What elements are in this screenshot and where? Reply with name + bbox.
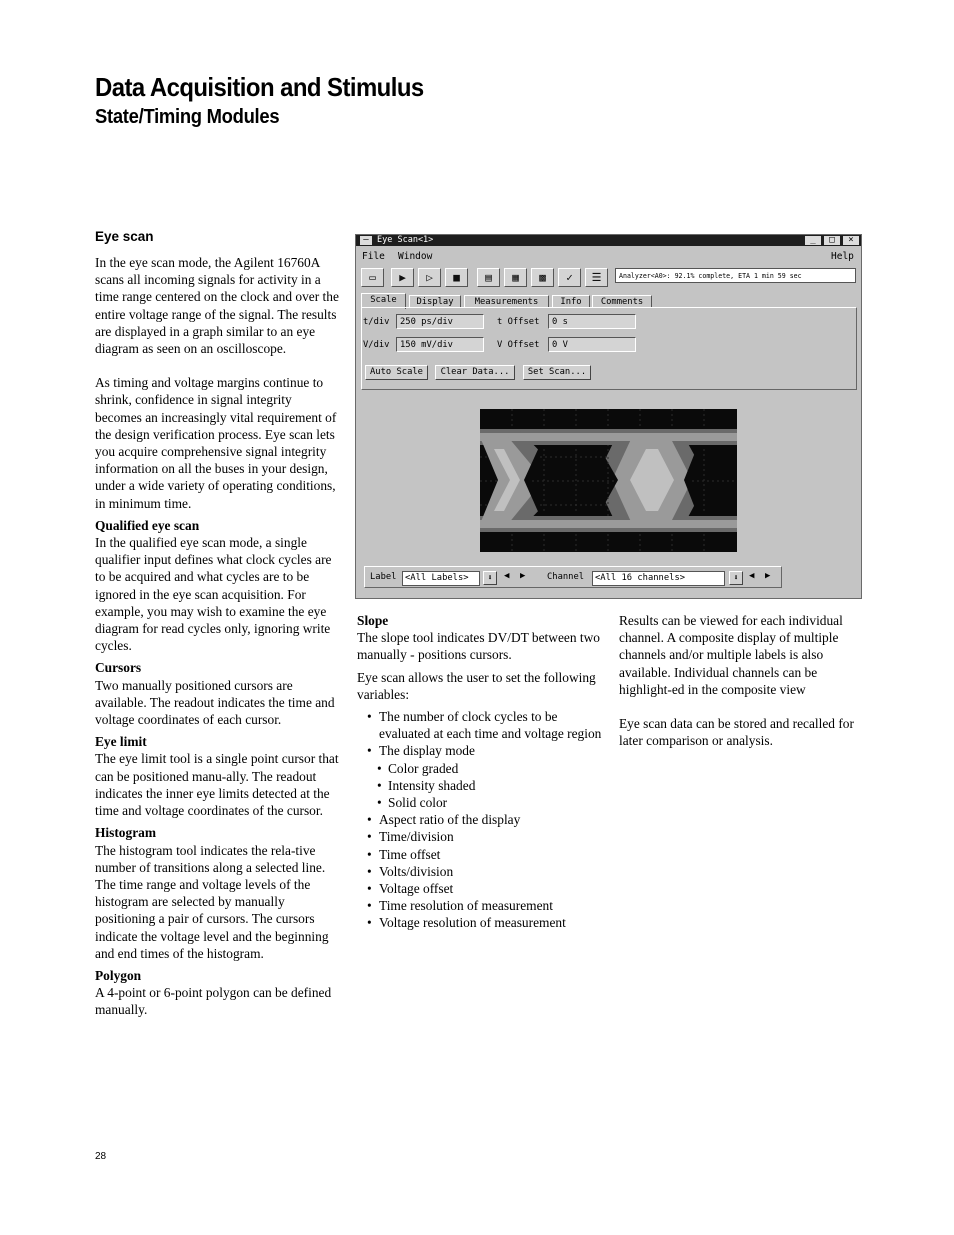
list-item: • Time resolution of measurement — [367, 898, 553, 914]
vdiv-label: V/div — [363, 340, 390, 350]
right-column — [619, 612, 864, 749]
bullet-glyph: • — [367, 898, 372, 914]
intro-paragraph-2: As timing and voltage margins continue to shrink, confidence in signal integrity becomes an increasingly vital requirement of the design verification process. Eye scan lets you acquire comprehensive signal integrity information on all the buses in your design, under a wide variety of operating conditions, in minimum time. — [95, 375, 337, 511]
eye-limit-text: The eye limit tool is a single point cursor that can be positioned manu-ally. The readout indicates the inner eye limits detected at the time and voltage coordinates of the cursor. — [95, 751, 339, 819]
slope-text: The slope tool indicates DV/DT between two manually - positions cursors. — [357, 630, 600, 663]
toffset-label: t Offset — [497, 317, 540, 327]
variables-list — [357, 708, 602, 932]
window-title: Eye Scan<1> — [377, 235, 434, 245]
window-titlebar — [356, 235, 861, 246]
window-icon[interactable]: ▤ — [477, 268, 500, 287]
tab-strip — [361, 293, 856, 308]
check-icon[interactable]: ✓ — [558, 268, 581, 287]
run-repetitive-icon[interactable]: ▷ — [418, 268, 441, 287]
eye-scan-window — [355, 234, 862, 599]
scale-panel — [361, 307, 857, 390]
intro-paragraph-1: In the eye scan mode, the Agilent 16760A scans all incoming signals for activity in a time range centered on the clock and over the entire voltage range of the signal. The results are displayed in a graph similar to an eye diagram as seen on an oscilloscope. — [95, 255, 339, 357]
cursors-heading: Cursors — [95, 660, 142, 676]
polygon-text: A 4-point or 6-point polygon can be defined manually. — [95, 985, 332, 1018]
histogram-heading: Histogram — [95, 825, 156, 841]
list-item: • Voltage offset — [367, 881, 454, 897]
label-next-icon[interactable]: ▶ — [520, 571, 526, 581]
eye-diagram-display — [480, 409, 737, 552]
results-paragraph: Results can be viewed for each individual channel. A composite display of multiple channels and/or multiple labels is also available. Individual channels can be highlight-ed in the composite view — [619, 613, 843, 697]
tab-measurements[interactable]: Measurements — [464, 295, 549, 308]
section-title: Eye scan — [95, 229, 154, 244]
list-item: • Aspect ratio of the display — [367, 812, 521, 828]
page-number: 28 — [95, 1151, 107, 1162]
voffset-label: V Offset — [497, 340, 540, 350]
status-readout: Analyzer<A0>: 92.1% complete, ETA 1 min 59 sec — [615, 268, 856, 283]
label-selector-label: Label — [370, 572, 397, 582]
tab-info[interactable]: Info — [552, 295, 590, 308]
set-scan-button[interactable]: Set Scan... — [523, 365, 591, 380]
channel-dropdown-icon[interactable]: ⬇ — [729, 571, 743, 585]
tab-comments[interactable]: Comments — [592, 295, 652, 308]
channel-selector-label: Channel — [547, 572, 585, 582]
channel-prev-icon[interactable]: ◀ — [749, 571, 755, 581]
channel-selector[interactable]: <All 16 channels> — [592, 571, 725, 586]
qualified-eye-scan-heading: Qualified eye scan — [95, 517, 200, 533]
page-title: Data Acquisition and Stimulus — [95, 72, 424, 102]
menubar — [356, 250, 861, 264]
bullet-glyph: • — [377, 760, 382, 776]
tab-display[interactable]: Display — [409, 295, 461, 308]
label-channel-bar — [364, 566, 782, 588]
bullet-glyph: • — [367, 846, 372, 862]
histogram-text: The histogram tool indicates the rela-tive number of transitions along a selected line. The time range and voltage levels of the histogram are selected by manually positioning a pair of cursors. The cursors indicate the voltage level and the beginning and end times of the histogram. — [95, 842, 329, 961]
clear-data-button[interactable]: Clear Data... — [435, 365, 515, 380]
bullet-glyph: • — [367, 863, 372, 879]
bullet-glyph: • — [367, 709, 372, 725]
list-item: • Voltage resolution of measurement — [367, 915, 566, 931]
eye-limit-heading: Eye limit — [95, 734, 147, 750]
tab-scale[interactable]: Scale — [361, 293, 406, 309]
slope-heading: Slope — [357, 613, 389, 628]
vdiv-field[interactable]: 150 mV/div — [396, 337, 484, 352]
qualified-eye-scan-text: In the qualified eye scan mode, a single qualifier input defines what clock cycles are to be acquired and what cycles are to be ignored in the eye scan acquisition. For example, you may wish to examine the eye diagram for read cycles only, ignoring write cycles. — [95, 535, 332, 654]
list-subitem: • Intensity shaded — [377, 777, 476, 793]
auto-scale-button[interactable]: Auto Scale — [365, 365, 428, 380]
list-item: • Time offset — [367, 846, 441, 862]
page-subtitle: State/Timing Modules — [95, 106, 280, 128]
bullet-glyph: • — [367, 829, 372, 845]
toolbar — [356, 268, 861, 288]
list-item: • The number of clock cycles to be evaluated at each time and voltage region — [367, 709, 602, 742]
cursors-text: Two manually positioned cursors are available. The readout indicates the time and voltage coordinates of each cursor. — [95, 677, 335, 728]
properties-icon[interactable]: ☰ — [585, 268, 608, 287]
toffset-field[interactable]: 0 s — [548, 314, 636, 329]
close-icon[interactable]: × — [843, 236, 859, 245]
bullet-glyph: • — [367, 743, 372, 759]
run-icon[interactable]: ▶ — [391, 268, 414, 287]
bullet-glyph: • — [377, 795, 382, 811]
list-item: • Volts/division — [367, 863, 454, 879]
bullet-glyph: • — [367, 812, 372, 828]
label-selector[interactable]: <All Labels> — [402, 571, 480, 586]
stop-icon[interactable]: ■ — [445, 268, 468, 287]
polygon-heading: Polygon — [95, 967, 142, 983]
tdiv-field[interactable]: 250 ps/div — [396, 314, 484, 329]
bullet-glyph: • — [377, 777, 382, 793]
module-icon[interactable]: ▩ — [531, 268, 554, 287]
label-dropdown-icon[interactable]: ⬇ — [483, 571, 497, 585]
maximize-icon[interactable]: □ — [824, 236, 840, 245]
eye-diagram-plot — [480, 409, 737, 552]
storage-paragraph: Eye scan data can be stored and recalled for later comparison or analysis. — [619, 716, 854, 749]
menu-help[interactable]: Help — [831, 251, 854, 262]
list-subitem: • Color graded — [377, 760, 459, 776]
channel-next-icon[interactable]: ▶ — [765, 571, 771, 581]
list-item: • Time/division — [367, 829, 454, 845]
voffset-field[interactable]: 0 V — [548, 337, 636, 352]
label-prev-icon[interactable]: ◀ — [504, 571, 510, 581]
tdiv-label: t/div — [363, 317, 390, 327]
menu-file[interactable]: File — [362, 251, 385, 262]
bullet-glyph: • — [367, 881, 372, 897]
menu-window[interactable]: Window — [398, 251, 433, 262]
list-subitem: • Solid color — [377, 795, 448, 811]
left-column — [95, 254, 340, 1019]
window-menu-icon[interactable]: — — [360, 236, 372, 245]
middle-column — [357, 612, 602, 932]
open-icon[interactable]: ▭ — [361, 268, 384, 287]
setup-icon[interactable]: ▦ — [504, 268, 527, 287]
minimize-icon[interactable]: _ — [805, 236, 821, 245]
variables-intro: Eye scan allows the user to set the following variables: — [357, 669, 596, 702]
list-item: • The display mode — [367, 743, 475, 759]
bullet-glyph: • — [367, 915, 372, 931]
